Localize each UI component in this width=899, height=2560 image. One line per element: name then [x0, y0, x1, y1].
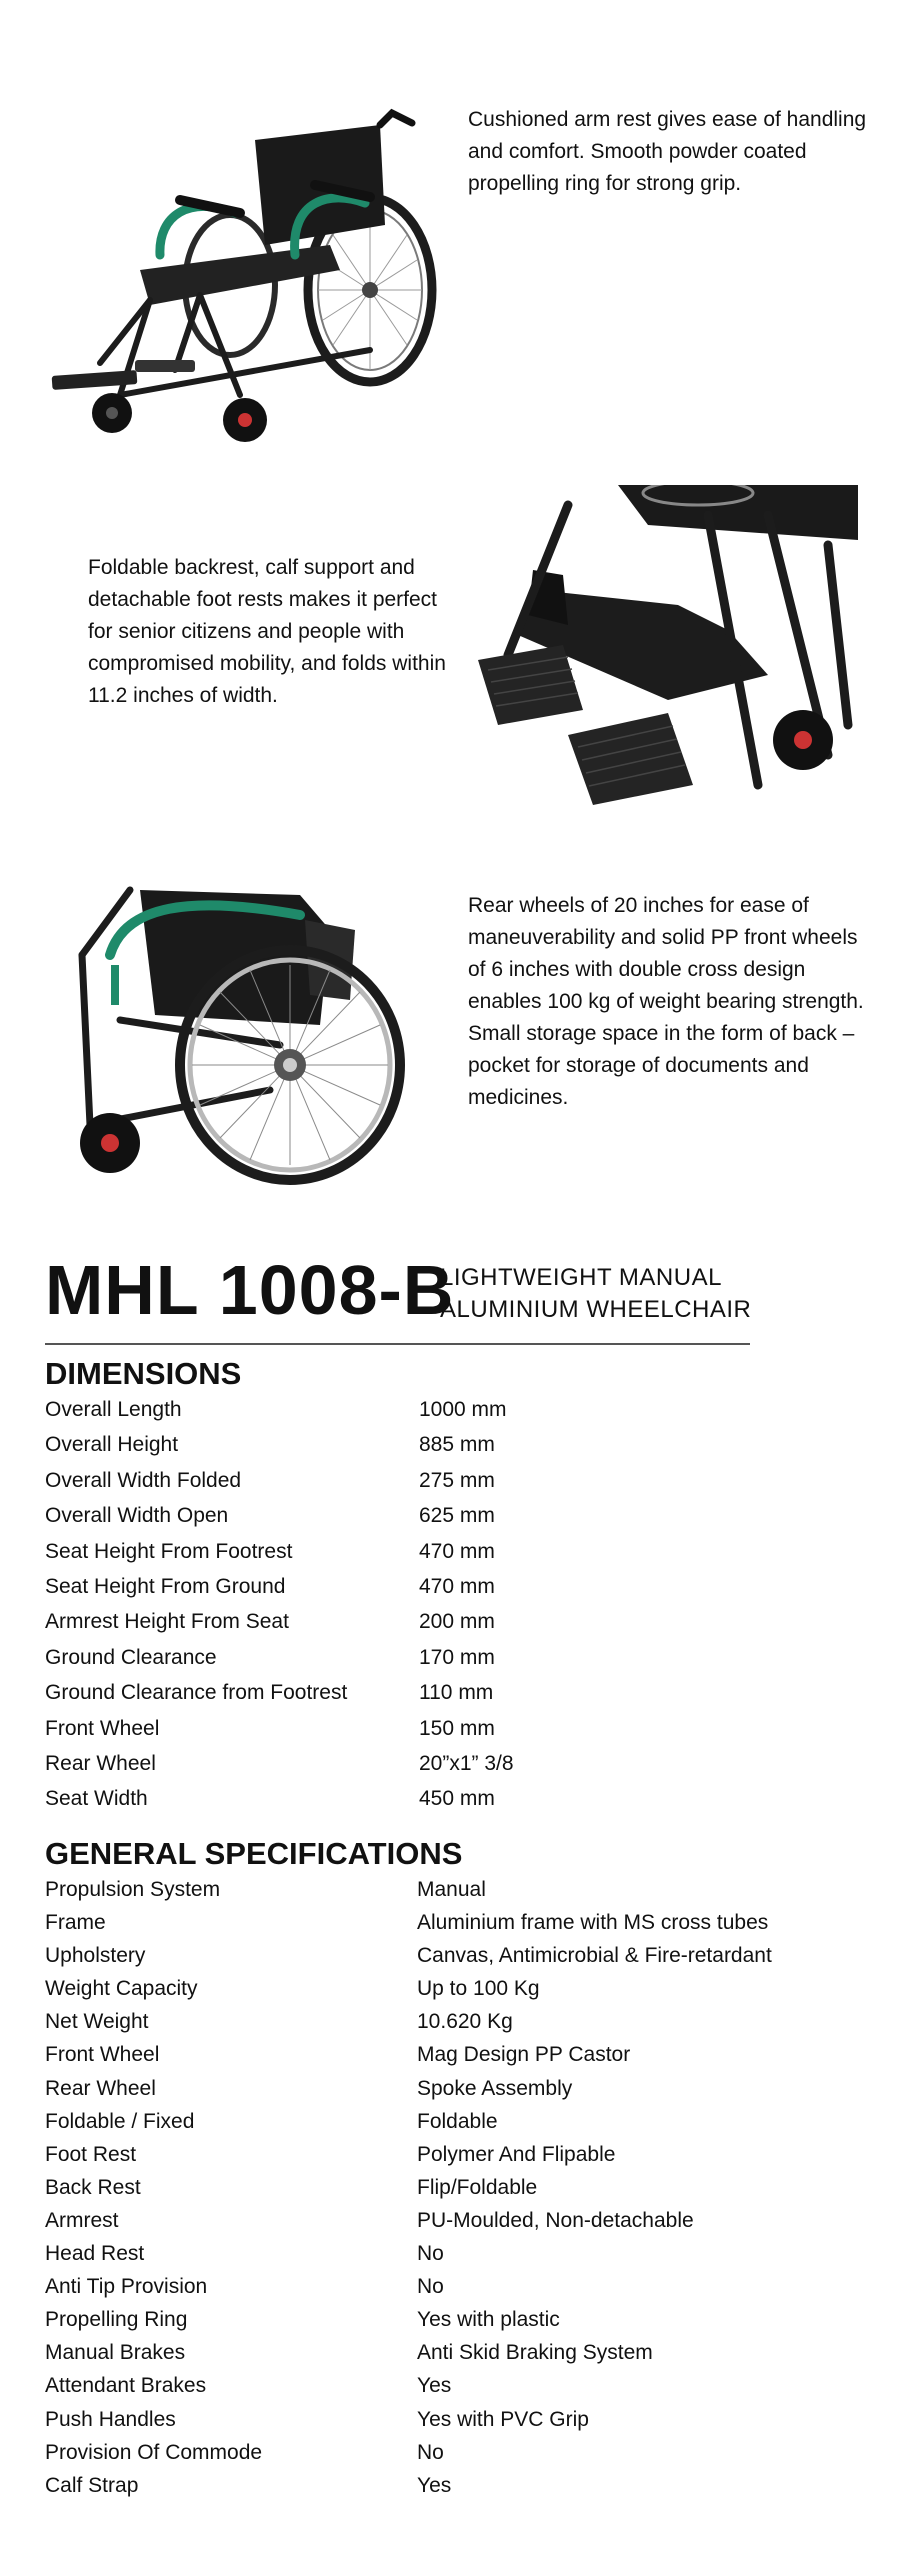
- spec-value: 170 mm: [419, 1645, 495, 1669]
- spec-value: 1000 mm: [419, 1398, 507, 1421]
- table-row: [45, 2105, 845, 2138]
- spec-label: Net Weight: [45, 2010, 149, 2034]
- spec-label: Attendant Brakes: [45, 2374, 207, 2398]
- spec-value: 450 mm: [419, 1787, 495, 1811]
- spec-label: Ground Clearance from Footrest: [45, 1681, 348, 1705]
- spec-label: Overall Height: [45, 1433, 179, 1457]
- spec-value: No: [417, 2440, 444, 2464]
- spec-label: Seat Height From Footrest: [45, 1539, 293, 1563]
- table-row: [45, 1640, 845, 1675]
- general-specifications-heading: GENERAL SPECIFICATIONS: [45, 1836, 463, 1871]
- spec-label: Armrest: [45, 2208, 119, 2232]
- spec-value: 10.620 Kg: [417, 2010, 513, 2034]
- spec-value: 625 mm: [419, 1504, 495, 1528]
- table-row: [45, 2403, 845, 2436]
- table-row: [45, 1746, 845, 1781]
- spec-label: Calf Strap: [45, 2473, 139, 2497]
- spec-label: Weight Capacity: [45, 1977, 198, 2001]
- spec-label: Foldable / Fixed: [45, 2109, 195, 2133]
- spec-label: Rear Wheel: [45, 2076, 156, 2100]
- spec-value: 200 mm: [419, 1610, 495, 1634]
- spec-value: 110 mm: [419, 1681, 494, 1705]
- spec-value: Aluminium frame with MS cross tubes: [417, 1911, 769, 1935]
- table-row: [45, 2005, 845, 2038]
- spec-label: Frame: [45, 1911, 106, 1935]
- table-row: [45, 1604, 845, 1639]
- spec-label: Foot Rest: [45, 2142, 137, 2166]
- feature-foldable-text: Foldable backrest, calf support and detachable foot rests makes it perfect for senior citizens and people with compromised mobility, and folds within 11.2 inches of width.: [88, 556, 446, 707]
- spec-label: Armrest Height From Seat: [45, 1610, 289, 1634]
- spec-label: Back Rest: [45, 2175, 141, 2199]
- table-row: [45, 1463, 845, 1498]
- dimensions-heading: DIMENSIONS: [45, 1356, 242, 1391]
- spec-label: Front Wheel: [45, 1716, 160, 1740]
- spec-value: 885 mm: [419, 1433, 495, 1457]
- spec-value: Spoke Assembly: [417, 2076, 573, 2100]
- spec-label: Seat Width: [45, 1787, 148, 1811]
- footrest-closeup-image: [468, 485, 858, 820]
- spec-label: Provision Of Commode: [45, 2440, 263, 2464]
- table-row: [45, 1498, 845, 1533]
- dimensions-table: [45, 1392, 845, 1817]
- general-specifications-table: [45, 1873, 845, 2502]
- table-row: [45, 1427, 845, 1462]
- product-model-title: MHL 1008-B: [45, 1251, 455, 1329]
- spec-value: 470 mm: [419, 1574, 495, 1598]
- spec-value: No: [417, 2275, 444, 2299]
- table-row: [45, 1392, 845, 1427]
- table-row: [45, 2072, 845, 2105]
- spec-value: 470 mm: [419, 1539, 495, 1563]
- table-row: [45, 2303, 845, 2336]
- spec-value: Yes with plastic: [417, 2308, 560, 2332]
- spec-value: Flip/Foldable: [417, 2175, 538, 2199]
- product-subtitle: [440, 1262, 751, 1326]
- feature-armrest-text: Cushioned arm rest gives ease of handling and comfort. Smooth powder coated propelling ring for strong grip.: [468, 108, 867, 195]
- table-row: [45, 1534, 845, 1569]
- table-row: [45, 1781, 845, 1816]
- spec-value: No: [417, 2242, 444, 2266]
- spec-value: 275 mm: [419, 1468, 495, 1492]
- table-row: [45, 2204, 845, 2237]
- spec-value: PU-Moulded, Non-detachable: [417, 2208, 694, 2232]
- spec-label: Rear Wheel: [45, 1751, 156, 1775]
- spec-value: 20”x1” 3/8: [419, 1751, 514, 1775]
- table-row: [45, 1972, 845, 2005]
- table-row: [45, 2038, 845, 2071]
- table-row: [45, 2138, 845, 2171]
- product-subtitle-line-2: ALUMINIUM WHEELCHAIR: [440, 1296, 752, 1323]
- table-row: [45, 2469, 845, 2502]
- table-row: [45, 1939, 845, 1972]
- product-subtitle-line-1: LIGHTWEIGHT MANUAL: [440, 1264, 722, 1291]
- spec-label: Ground Clearance: [45, 1645, 217, 1669]
- table-row: [45, 2171, 845, 2204]
- table-row: [45, 2369, 845, 2402]
- spec-label: Overall Width Folded: [45, 1468, 242, 1492]
- spec-value: Mag Design PP Castor: [417, 2043, 631, 2067]
- table-row: [45, 1569, 845, 1604]
- spec-label: Propulsion System: [45, 1878, 221, 1901]
- spec-label: Manual Brakes: [45, 2341, 186, 2365]
- spec-label: Overall Length: [45, 1398, 182, 1421]
- feature-wheels-text: Rear wheels of 20 inches for ease of maneuverability and solid PP front wheels of 6 inches with double cross design enables 100 kg of weight bearing strength. Small storage space in the form of back – pocket for storage of documents and medicines.: [468, 894, 864, 1109]
- table-row: [45, 1675, 845, 1710]
- spec-label: Head Rest: [45, 2242, 145, 2266]
- spec-label: Upholstery: [45, 1944, 146, 1968]
- spec-value: Foldable: [417, 2109, 498, 2133]
- title-divider: [45, 1343, 750, 1345]
- wheelchair-rear-view-image: [70, 875, 425, 1185]
- table-row: [45, 1873, 845, 1906]
- spec-value: Polymer And Flipable: [417, 2142, 616, 2166]
- table-row: [45, 2436, 845, 2469]
- spec-label: Overall Width Open: [45, 1504, 229, 1528]
- spec-label: Seat Height From Ground: [45, 1574, 286, 1598]
- spec-label: Push Handles: [45, 2407, 176, 2431]
- spec-value: Anti Skid Braking System: [417, 2341, 653, 2365]
- spec-label: Propelling Ring: [45, 2308, 188, 2332]
- spec-value: Yes with PVC Grip: [417, 2407, 589, 2431]
- table-row: [45, 1906, 845, 1939]
- spec-value: Yes: [417, 2473, 452, 2497]
- wheelchair-front-view-image: [40, 95, 460, 445]
- spec-value: Canvas, Antimicrobial & Fire-retardant: [417, 1944, 772, 1968]
- spec-value: Yes: [417, 2374, 452, 2398]
- spec-label: Front Wheel: [45, 2043, 160, 2067]
- spec-value: Up to 100 Kg: [417, 1977, 540, 2001]
- spec-label: Anti Tip Provision: [45, 2275, 208, 2299]
- table-row: [45, 2336, 845, 2369]
- table-row: [45, 2270, 845, 2303]
- spec-value: Manual: [417, 1878, 486, 1901]
- table-row: [45, 2237, 845, 2270]
- table-row: [45, 1711, 845, 1746]
- spec-value: 150 mm: [419, 1716, 495, 1740]
